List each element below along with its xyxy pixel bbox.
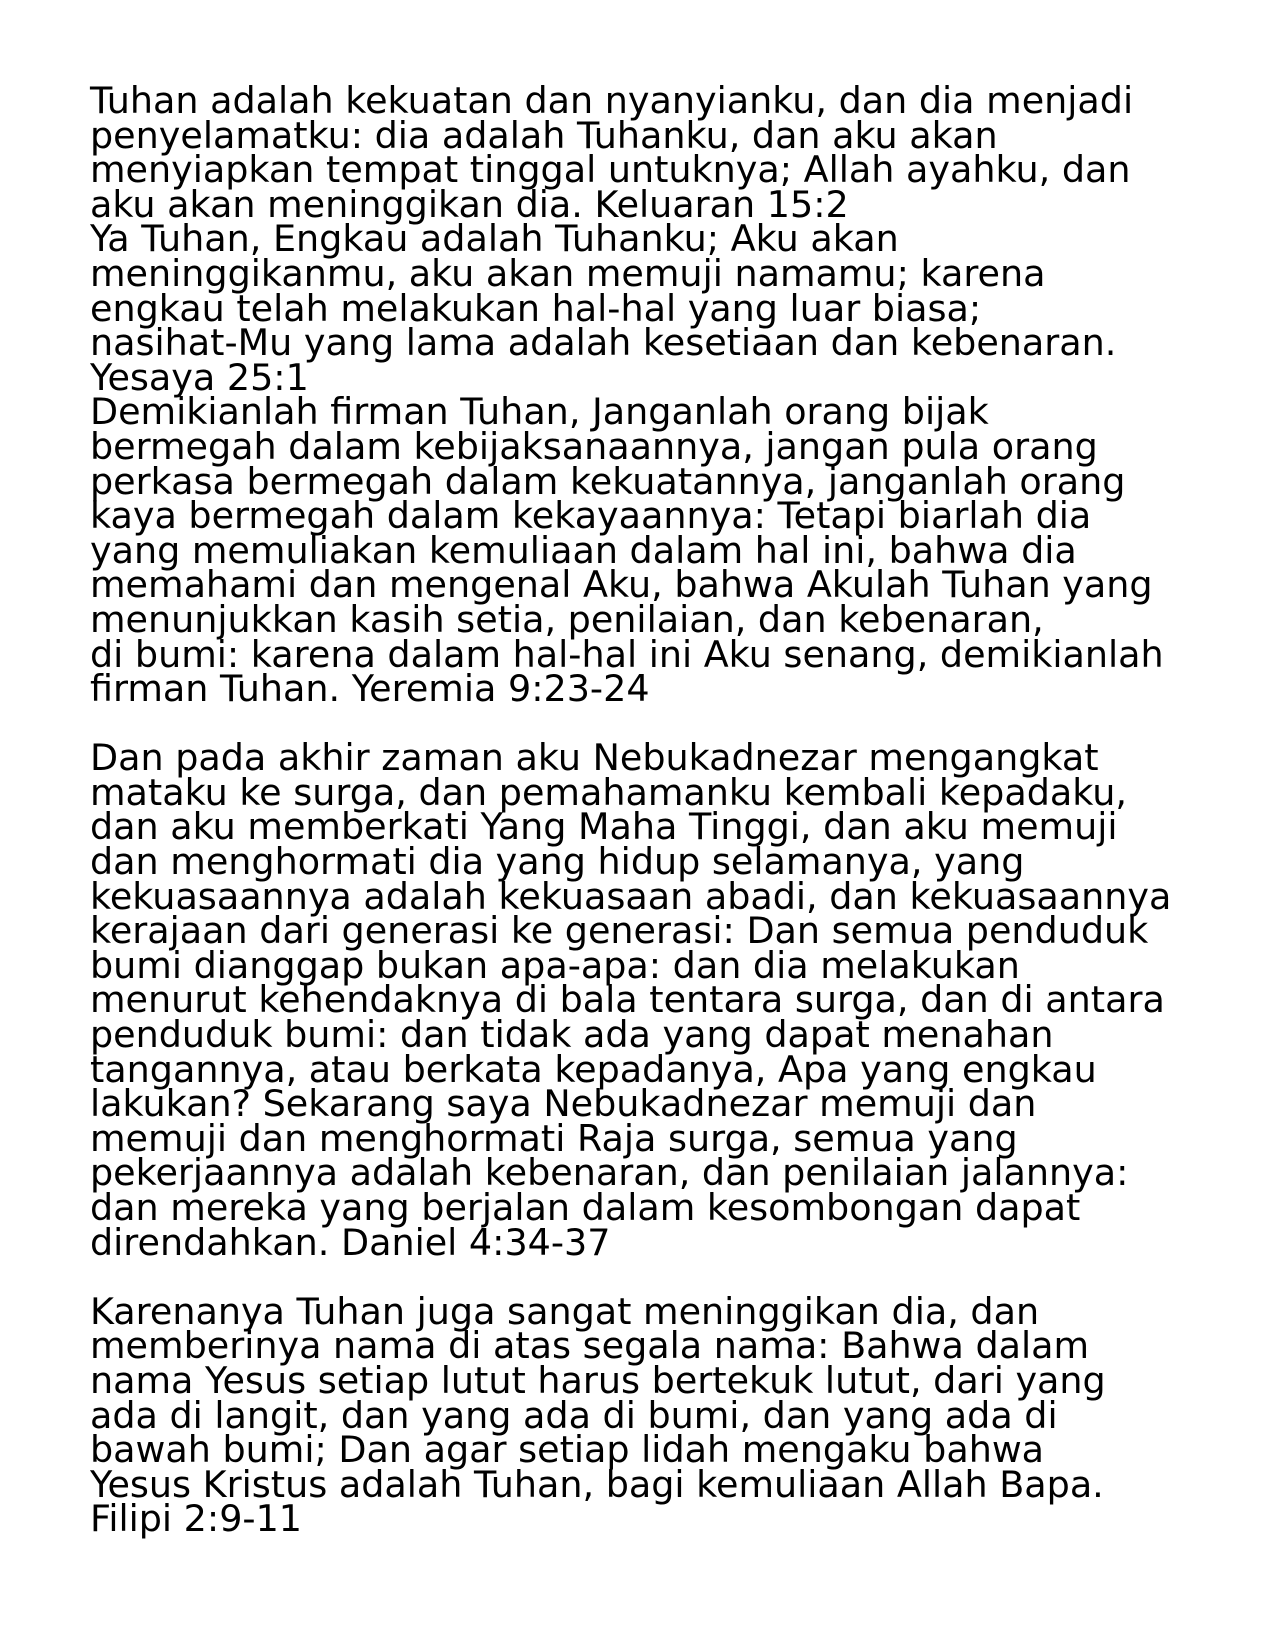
text-line: Demikianlah firman Tuhan, Janganlah orang bijak xyxy=(90,390,989,434)
text-line: pekerjaannya adalah kebenaran, dan penilaian jalannya: xyxy=(90,1151,1129,1195)
text-line: kerajaan dari generasi ke generasi: Dan semua penduduk xyxy=(90,909,1149,953)
text-line: aku akan meninggikan dia. Keluaran 15:2 xyxy=(90,182,849,226)
text-line: mataku ke surga, dan pemahamanku kembali kepadaku, xyxy=(90,770,1128,814)
text-line: perkasa bermegah dalam kekuatannya, janganlah orang xyxy=(90,459,1126,503)
text-line: penyelamatku: dia adalah Tuhanku, dan aku akan xyxy=(90,113,998,157)
text-line: dan aku memberkati Yang Maha Tinggi, dan aku memuji xyxy=(90,805,1118,849)
text-line: kekuasaannya adalah kekuasaan abadi, dan kekuasaannya xyxy=(90,874,1172,918)
text-line: nasihat-Mu yang lama adalah kesetiaan dan kebenaran. xyxy=(90,321,1117,365)
passage-yeremia xyxy=(90,390,1210,711)
document-body xyxy=(90,79,1210,1541)
text-line: penduduk bumi: dan tidak ada yang dapat menahan xyxy=(90,1013,1054,1057)
text-line: menunjukkan kasih setia, penilaian, dan kebenaran, xyxy=(90,597,1044,641)
text-line: dan mereka yang berjalan dalam kesombongan dapat xyxy=(90,1186,1081,1229)
text-line: Karenanya Tuhan juga sangat meninggikan dia, dan xyxy=(90,1289,1040,1333)
text-line: yang memuliakan kemuliaan dalam hal ini, bahwa dia xyxy=(90,528,1077,572)
text-line: ada di langit, dan yang ada di bumi, dan yang ada di xyxy=(90,1393,1058,1437)
text-line: memberinya nama di atas segala nama: Bahwa dalam xyxy=(90,1324,1090,1368)
text-line: meninggikanmu, aku akan memuji namamu; karena xyxy=(90,251,1046,295)
text-line: bermegah dalam kebijaksanaannya, jangan pula orang xyxy=(90,424,1098,468)
text-line: bumi dianggap bukan apa-apa: dan dia melakukan xyxy=(90,943,1020,987)
text-line: tangannya, atau berkata kepadanya, Apa yang engkau xyxy=(90,1047,1097,1091)
text-line: Yesus Kristus adalah Tuhan, bagi kemuliaan Allah Bapa. xyxy=(90,1462,1104,1506)
passage-daniel xyxy=(90,736,1210,1264)
text-line: Ya Tuhan, Engkau adalah Tuhanku; Aku akan xyxy=(90,217,899,261)
text-line: bawah bumi; Dan agar setiap lidah mengaku bahwa xyxy=(90,1428,1045,1472)
text-line: di bumi: karena dalam hal-hal ini Aku senang, demikianlah xyxy=(90,632,1164,676)
text-line: menyiapkan tempat tinggal untuknya; Allah ayahku, dan xyxy=(90,148,1131,192)
passage-keluaran xyxy=(90,79,1210,226)
text-line: engkau telah melakukan hal-hal yang luar biasa; xyxy=(90,286,982,330)
text-line: Yesaya 25:1 xyxy=(90,355,309,399)
text-line: firman Tuhan. Yeremia 9:23-24 xyxy=(90,667,650,711)
text-line: kaya bermegah dalam kekayaannya: Tetapi biarlah dia xyxy=(90,494,1092,538)
text-line: Tuhan adalah kekuatan dan nyanyianku, dan dia menjadi xyxy=(90,79,1134,122)
text-line: lakukan? Sekarang saya Nebukadnezar memuji dan xyxy=(90,1082,1037,1126)
text-line: memuji dan menghormati Raja surga, semua yang xyxy=(90,1116,1018,1160)
text-line: Dan pada akhir zaman aku Nebukadnezar mengangkat xyxy=(90,736,1099,780)
text-line: memahami dan mengenal Aku, bahwa Akulah Tuhan yang xyxy=(90,563,1153,607)
text-line: nama Yesus setiap lutut harus bertekuk lutut, dari yang xyxy=(90,1358,1106,1402)
text-line: direndahkan. Daniel 4:34-37 xyxy=(90,1220,611,1264)
text-line: dan menghormati dia yang hidup selamanya, yang xyxy=(90,840,1025,884)
passage-filipi xyxy=(90,1289,1210,1541)
text-line: menurut kehendaknya di bala tentara surga, dan di antara xyxy=(90,978,1165,1022)
text-line: Filipi 2:9-11 xyxy=(90,1497,303,1541)
passage-yesaya xyxy=(90,217,1210,399)
